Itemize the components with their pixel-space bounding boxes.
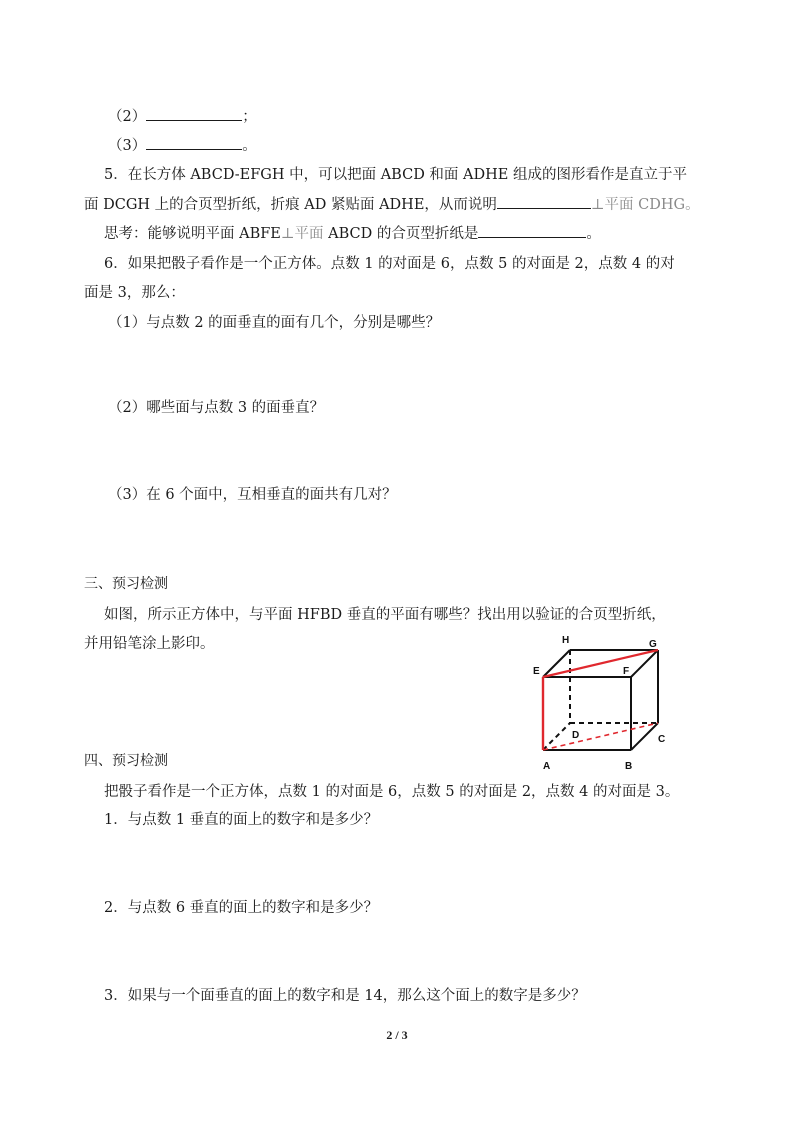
section4-q1: 1．与点数 1 垂直的面上的数字和是多少？	[104, 812, 379, 828]
section3-line1: 如图，所示正方体中，与平面 HFBD 垂直的平面有哪些？找出用以验证的合页型折纸，	[104, 607, 666, 623]
item-2	[108, 106, 257, 127]
q5-line2-end: ⊥平面 CDHG。	[590, 197, 700, 213]
label-g: G	[649, 639, 657, 650]
answer-blank[interactable]	[146, 106, 242, 121]
answer-blank[interactable]	[478, 223, 586, 238]
item-3-end: 。	[242, 138, 257, 154]
label-e: E	[533, 666, 540, 677]
q6-sub1: （1）与点数 2 的面垂直的面有几个，分别是哪些？	[108, 315, 441, 331]
section4-q2: 2．与点数 6 垂直的面上的数字和是多少？	[104, 900, 379, 916]
item-2-label: （2）	[108, 109, 147, 125]
cube-figure	[525, 628, 675, 778]
think-text-c: ABCD 的合页型折纸是	[323, 226, 479, 242]
section4-heading: 四、预习检测	[84, 753, 168, 769]
label-c: C	[658, 734, 666, 745]
think-text-d: 。	[586, 226, 601, 242]
item-2-end: ；	[242, 109, 257, 125]
diagonal-ac	[543, 723, 658, 750]
answer-blank[interactable]	[497, 194, 591, 209]
think-text-a: 思考：能够说明平面 ABFE	[104, 226, 281, 242]
think-text-b: ⊥平面	[280, 226, 324, 242]
q6-sub3: （3）在 6 个面中，互相垂直的面共有几对？	[108, 487, 397, 503]
page-number: 2 / 3	[386, 1028, 408, 1042]
item-3-label: （3）	[108, 138, 147, 154]
edge-bc	[631, 723, 658, 750]
q6-line2: 面是 3，那么：	[84, 285, 185, 301]
q5-line1: 5．在长方体 ABCD-EFGH 中，可以把面 ABCD 和面 ADHE 组成的图形看作是直立于平	[104, 167, 687, 183]
answer-blank[interactable]	[146, 135, 242, 150]
item-3	[108, 135, 257, 156]
label-b: B	[625, 761, 633, 772]
label-d: D	[572, 730, 580, 741]
q6-line1: 6．如果把骰子看作是一个正方体。点数 1 的对面是 6，点数 5 的对面是 2，点数 4 的对	[104, 256, 675, 272]
section4-intro: 把骰子看作是一个正方体，点数 1 的对面是 6，点数 5 的对面是 2，点数 4 的对面是 3。	[104, 784, 680, 800]
diagonal-eg	[543, 650, 658, 677]
q5-think	[104, 223, 601, 244]
q5-line2	[84, 194, 700, 215]
q6-sub2: （2）哪些面与点数 3 的面垂直？	[108, 400, 325, 416]
q5-line2-text: 面 DCGH 上的合页型折纸，折痕 AD 紧贴面 ADHE，从而说明	[84, 197, 497, 213]
label-f: F	[623, 666, 630, 677]
label-a: A	[543, 761, 551, 772]
section3-heading: 三、预习检测	[84, 576, 168, 592]
edge-ad	[543, 723, 570, 750]
section3-line2: 并用铅笔涂上影印。	[84, 636, 215, 652]
label-h: H	[562, 635, 570, 646]
section4-q3: 3．如果与一个面垂直的面上的数字和是 14，那么这个面上的数字是多少？	[104, 988, 586, 1004]
